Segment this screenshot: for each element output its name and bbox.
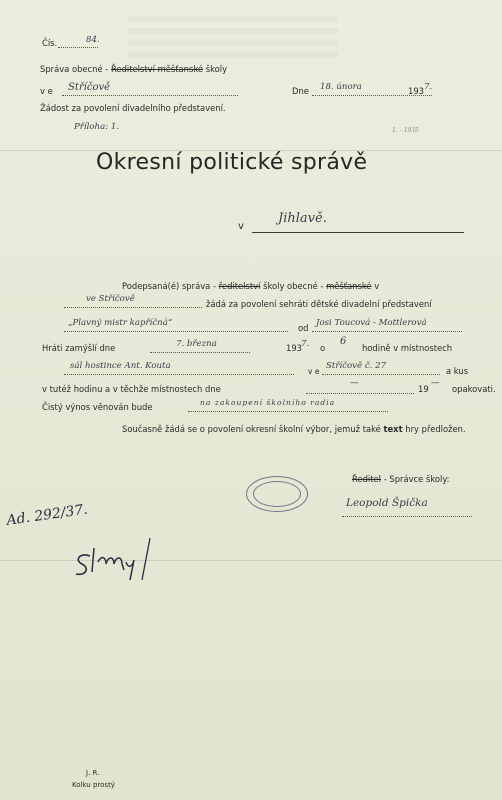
p6-b: text (383, 424, 403, 434)
addressee-title: Okresní politické správě (96, 150, 368, 175)
school-place: Stříčově (68, 82, 111, 93)
footer-kolku: Kolku prostý (72, 781, 115, 789)
p1-c: školy obecné - (263, 281, 324, 291)
place2: ve Stříčově (86, 294, 135, 304)
v-label: v e (40, 86, 53, 96)
p4-end: opakovati. (452, 384, 496, 394)
author-line (312, 331, 462, 332)
cis-label: Čís. (42, 38, 58, 48)
date-value: 18. února (320, 82, 362, 92)
footer-jr: J. R. (86, 769, 100, 777)
od-label: od (298, 323, 309, 333)
p4-year-suffix: — (431, 378, 440, 388)
proceeds: na zakoupení školního radia (200, 398, 336, 407)
p4-date-line (306, 393, 414, 394)
sprava-a: Správa obecné - (40, 64, 109, 74)
p1-e: v (374, 281, 380, 291)
subject: Žádost za povolení divadelního představení. (40, 103, 226, 113)
note-left: Ad. 292/37. (5, 501, 89, 529)
sprava-c: školy (205, 64, 228, 74)
signature-role (352, 474, 450, 484)
handwritten-signature (68, 536, 178, 582)
p1-b: ředitelství (218, 281, 261, 291)
cis-value: 84. (86, 35, 100, 45)
sprava-b: Ředitelství měšťanské (110, 64, 204, 74)
cis-line (58, 47, 98, 48)
place-line (62, 95, 238, 96)
venue: sál hostince Ant. Kouta (70, 361, 171, 371)
p5: Čistý výnos věnován bude (42, 402, 153, 412)
perf-date-line (150, 352, 250, 353)
play-title-line (64, 331, 288, 332)
p2: žádá za povolení sehráti dětské divadelní představení (206, 299, 432, 309)
p6-a: Současně žádá se o povolení okresní školní výbor, jemuž také (122, 424, 381, 434)
attachment: Příloha: 1. (74, 122, 120, 132)
o-label: o (320, 343, 326, 353)
school-stamp (246, 476, 308, 512)
addressee-v: v (238, 221, 244, 232)
venue-place: Stříčově č. 27 (326, 361, 387, 371)
addressee-city: Jihlavě. (278, 211, 327, 226)
sprava-line (40, 64, 227, 74)
year-suffix: 7. (424, 82, 433, 92)
kus: a kus (446, 366, 469, 376)
venue-line (64, 374, 294, 375)
signature-name: Leopold Špička (346, 497, 428, 509)
venue-v: v e (308, 367, 320, 376)
role-b: - Správce školy: (383, 474, 450, 484)
date-line (312, 95, 432, 96)
play-title: „Plavný mistr kapříčná“ (68, 318, 173, 328)
venue-place-line (322, 374, 440, 375)
attachment-extra: 1. - 1935 (392, 127, 419, 134)
city-line (252, 232, 464, 233)
p3-a: Hráti zamýšlí dne (42, 343, 116, 353)
p6-c: hry předložen. (405, 424, 466, 434)
place2-line (64, 307, 202, 308)
hour: 6 (340, 336, 347, 347)
p4-dash: — (350, 378, 359, 388)
author: Josi Toucová - Mottlerová (316, 318, 427, 328)
p3-year: 193 (286, 343, 302, 353)
date-label: Dne (292, 86, 309, 96)
year-prefix: 193 (408, 86, 424, 96)
p1-a: Podepsaná(é) správa - (122, 281, 216, 291)
p3-year-suffix: 7. (301, 339, 310, 349)
stamp-inner-ring (253, 481, 301, 507)
proceeds-line (188, 411, 388, 412)
body-line-8 (122, 424, 466, 434)
body-line-1 (122, 281, 379, 291)
signature-line (342, 516, 472, 517)
perf-date: 7. března (176, 339, 217, 349)
p3-b: hodině v místnostech (362, 343, 453, 353)
p4: v tutéž hodinu a v těchže místnostech dne (42, 384, 221, 394)
bleed-through-print (128, 16, 338, 58)
role-a: Ředitel (352, 474, 382, 484)
p4-year: 19 (418, 384, 429, 394)
p1-d: měšťanské (326, 281, 372, 291)
